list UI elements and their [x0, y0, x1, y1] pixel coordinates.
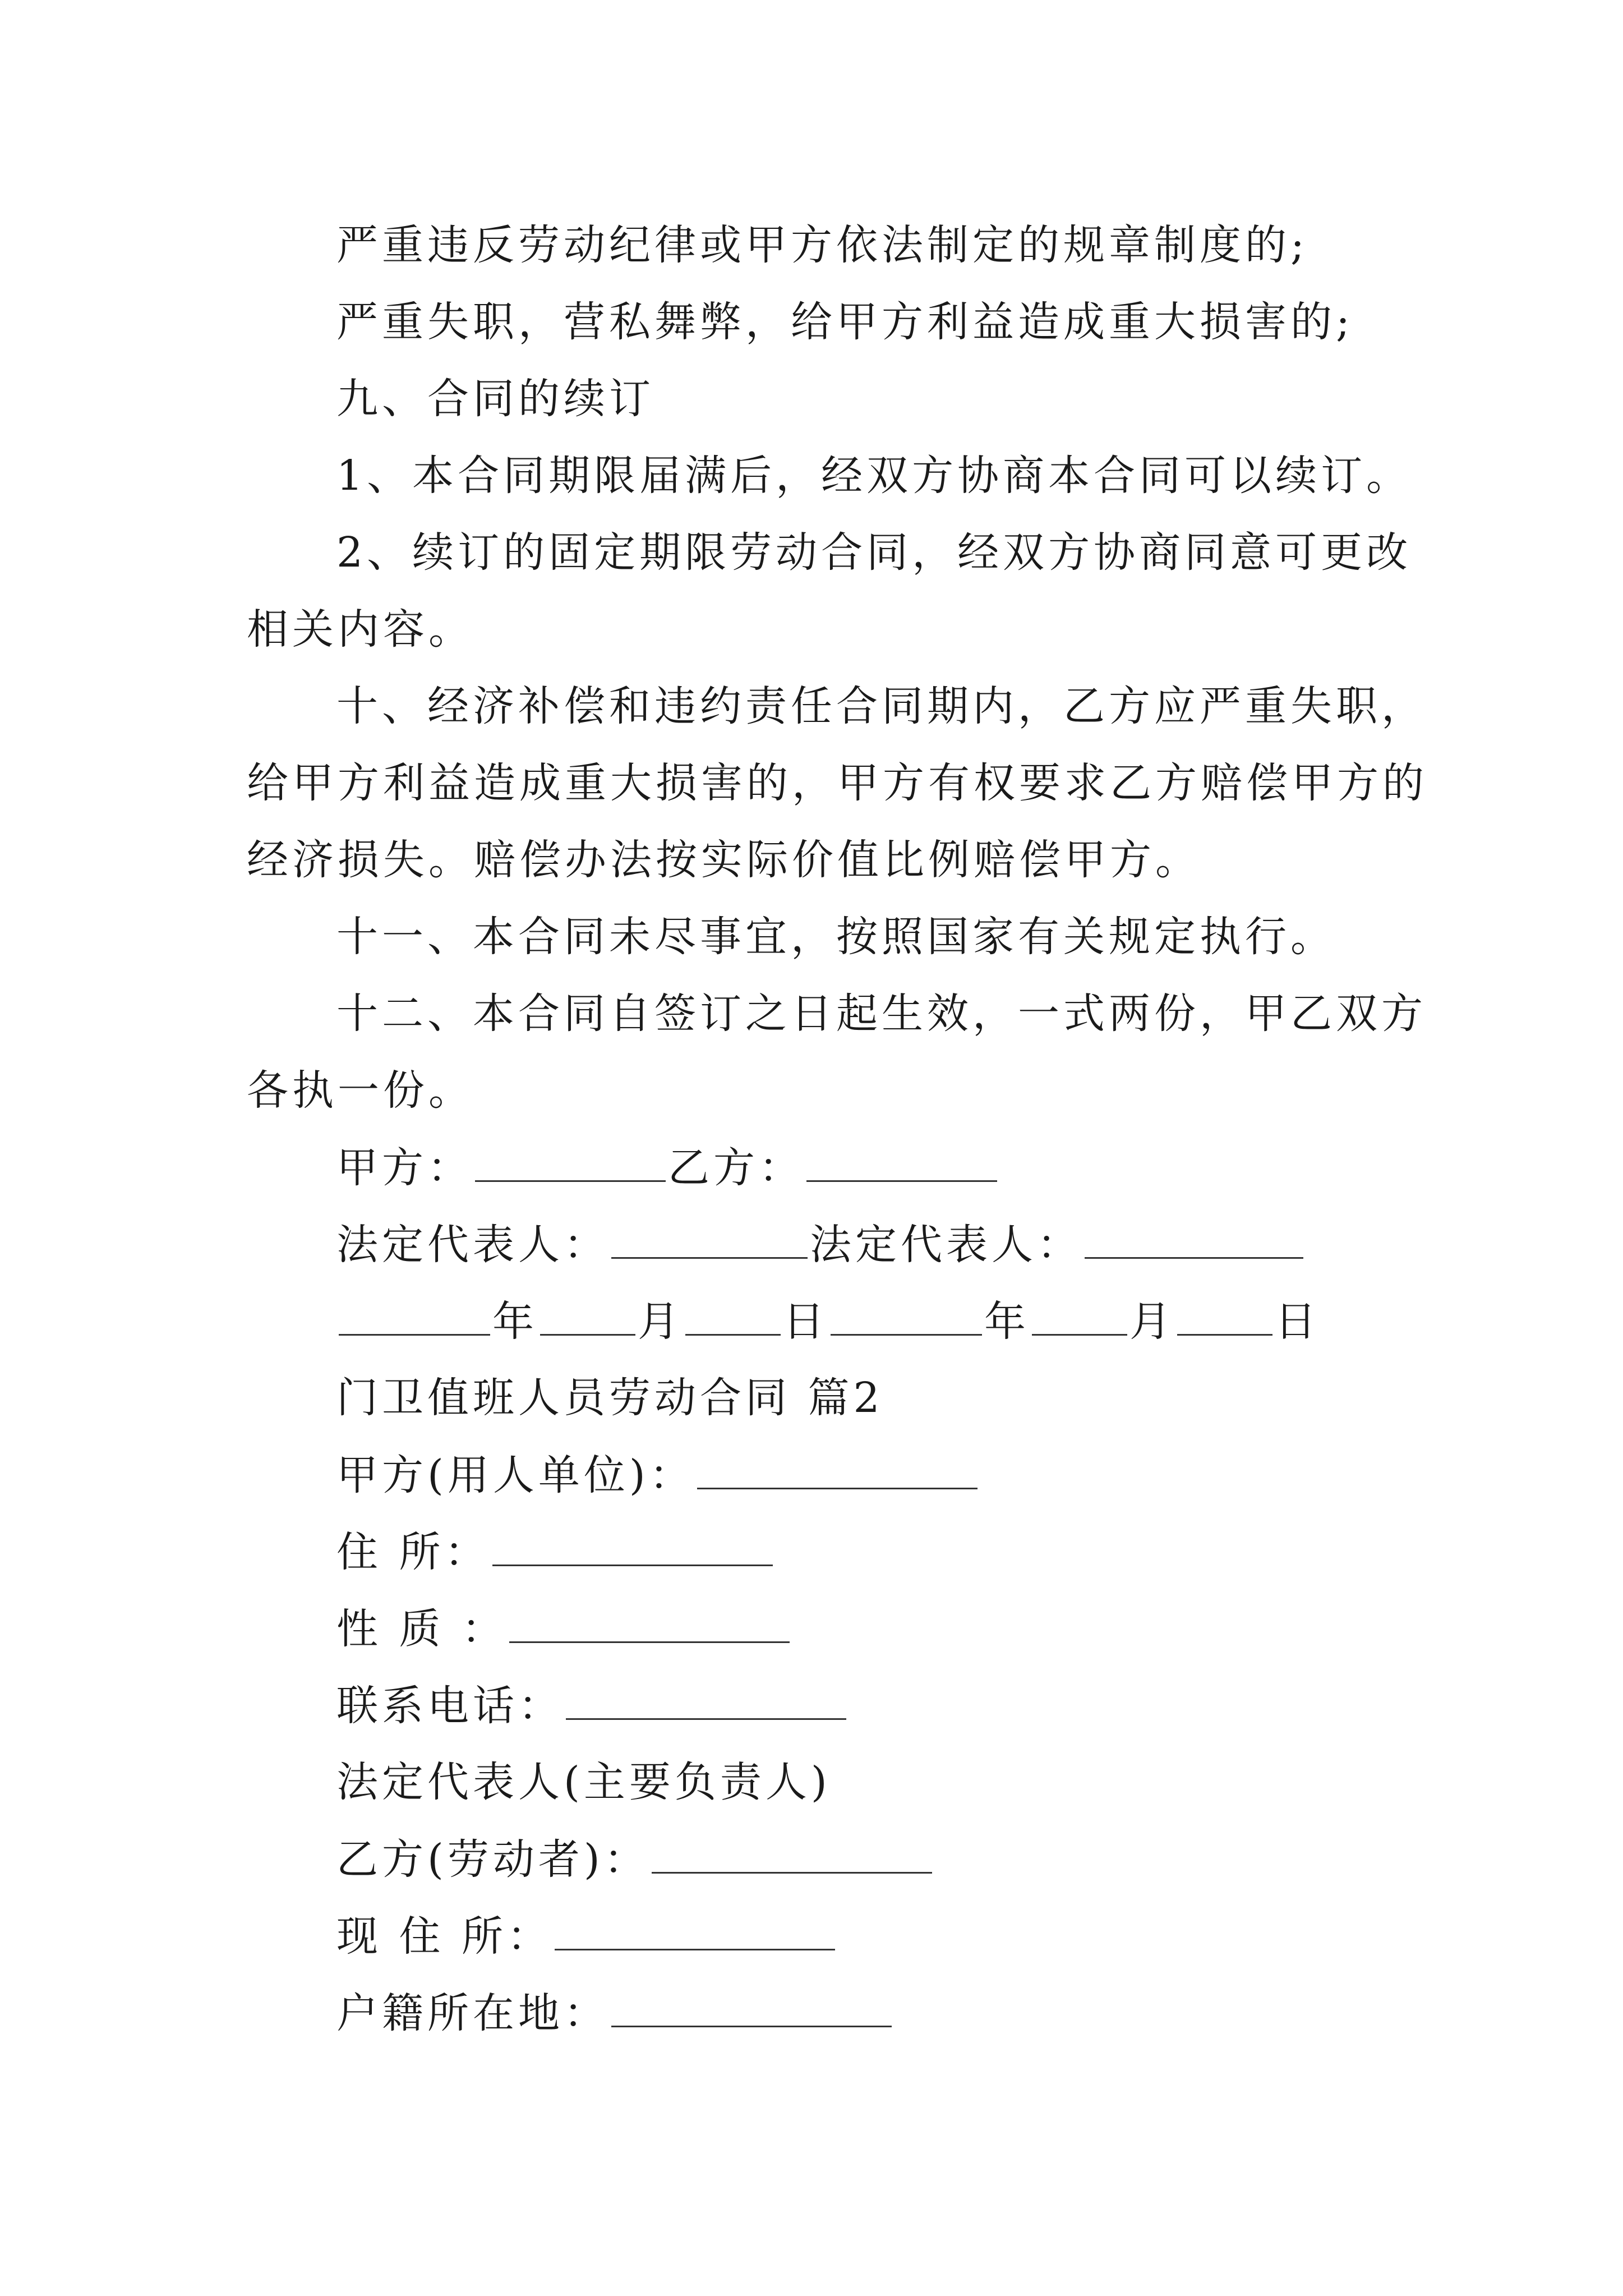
clause-text: 十一、本合同未尽事宜，按照国家有关规定执行。 [336, 913, 1336, 961]
rep-b-label: 法定代表人： [810, 1221, 1082, 1269]
current-address-label: 现 住 所： [336, 1912, 553, 1961]
phone-label: 联系电话： [336, 1682, 564, 1730]
day-label: 日 [1275, 1297, 1320, 1346]
clause-text: 相关内容。 [247, 605, 474, 654]
current-address-blank [555, 1915, 835, 1950]
employer-field-row [336, 1451, 1486, 1499]
month-label: 月 [1129, 1297, 1175, 1346]
month-blank [540, 1300, 635, 1336]
employer-label: 甲方(用人单位)： [336, 1451, 695, 1499]
month-label: 月 [638, 1297, 683, 1346]
signature-reps-row [336, 1221, 1486, 1269]
contract2-title: 门卫值班人员劳动合同 篇2 [336, 1374, 884, 1422]
year-blank [831, 1300, 982, 1336]
party-b-blank [806, 1147, 997, 1182]
employer-blank [697, 1454, 978, 1489]
clause-text: 各执一份。 [247, 1066, 474, 1115]
clause-text: 严重失职，营私舞弊，给甲方利益造成重大损害的; [336, 298, 1354, 346]
employee-label: 乙方(劳动者)： [336, 1835, 649, 1884]
year-label: 年 [492, 1297, 538, 1346]
legal-rep-label: 法定代表人(主要负责人) [336, 1758, 831, 1806]
day-blank [685, 1300, 781, 1336]
clause-text: 2、续订的固定期限劳动合同，经双方协商同意可更改 [336, 528, 1412, 577]
section-heading: 九、合同的续订 [336, 375, 654, 423]
day-label: 日 [783, 1297, 828, 1346]
clause-text: 十二、本合同自签订之日起生效，一式两份，甲乙双方 [336, 990, 1427, 1038]
party-a-label: 甲方： [336, 1144, 473, 1192]
address-label: 住 所： [336, 1528, 490, 1576]
nature-blank [509, 1608, 790, 1643]
clause-text: 十、经济补偿和违约责任合同期内，乙方应严重失职， [336, 682, 1427, 730]
party-b-label: 乙方： [668, 1144, 804, 1192]
household-blank [611, 1992, 892, 2027]
party-a-blank [475, 1147, 666, 1182]
phone-field-row [336, 1682, 1486, 1730]
day-blank [1177, 1300, 1272, 1336]
address-blank [492, 1531, 773, 1566]
year-label: 年 [984, 1297, 1030, 1346]
clause-text: 经济损失。赔偿办法按实际价值比例赔偿甲方。 [247, 836, 1201, 884]
clause-text: 严重违反劳动纪律或甲方依法制定的规章制度的; [336, 221, 1308, 269]
signature-parties-row [336, 1144, 1486, 1192]
phone-blank [566, 1685, 846, 1720]
rep-a-blank [611, 1223, 808, 1259]
year-blank [339, 1300, 490, 1336]
household-label: 户籍所在地： [336, 1989, 609, 2037]
employee-field-row [336, 1835, 1486, 1884]
rep-b-blank [1085, 1223, 1303, 1259]
address-field-row [336, 1528, 1486, 1576]
rep-a-label: 法定代表人： [336, 1221, 609, 1269]
nature-label: 性 质 ： [336, 1605, 508, 1653]
month-blank [1032, 1300, 1127, 1336]
clause-text: 1、本合同期限届满后，经双方协商本合同可以续订。 [336, 452, 1412, 500]
household-field-row [336, 1989, 1486, 2037]
current-address-field-row [336, 1912, 1486, 1961]
employee-blank [652, 1838, 932, 1874]
signature-date-row [336, 1297, 1486, 1346]
nature-field-row [336, 1605, 1486, 1653]
clause-text: 给甲方利益造成重大损害的，甲方有权要求乙方赔偿甲方的 [247, 759, 1428, 807]
